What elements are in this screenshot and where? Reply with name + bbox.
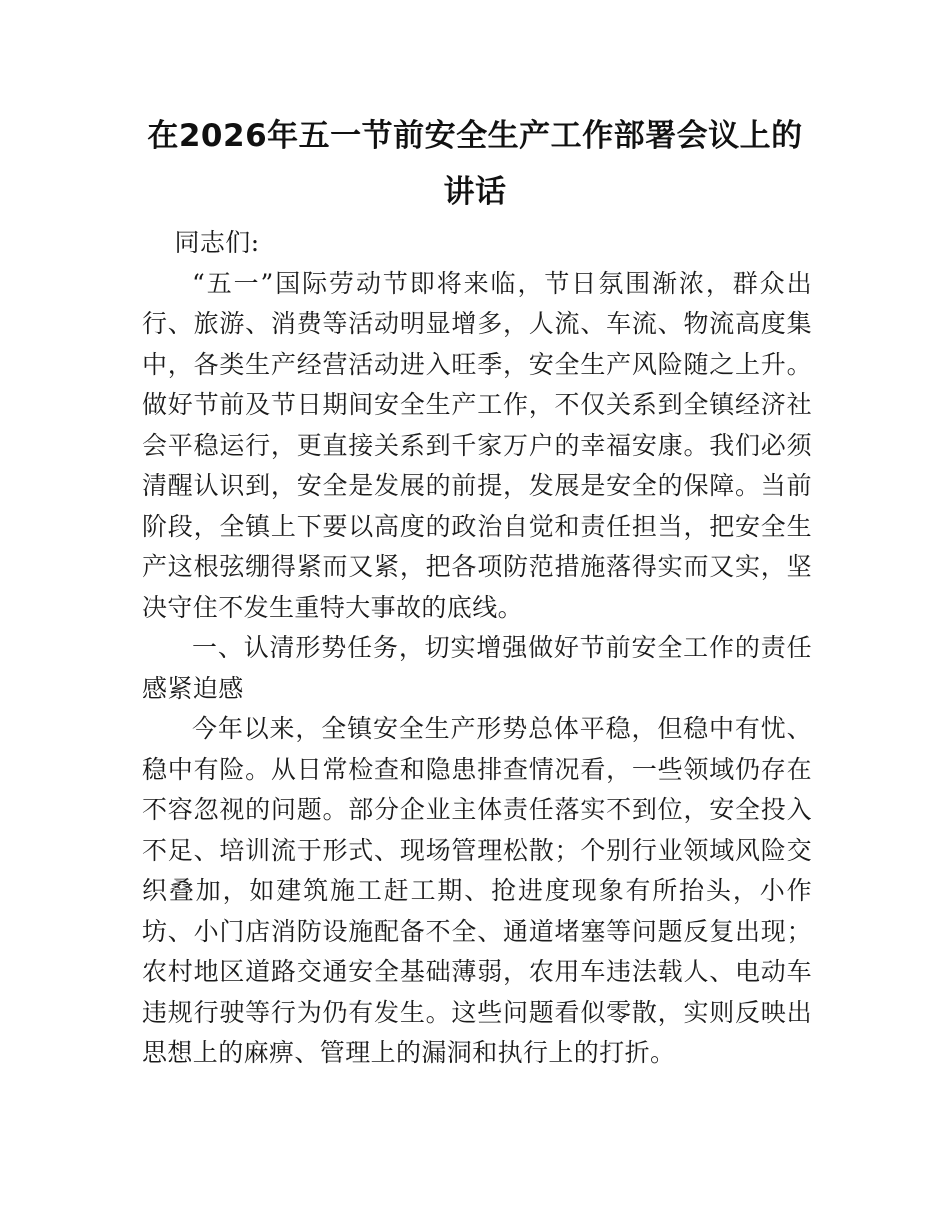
- document-title: 在2026年五一节前安全生产工作部署会议上的讲话: [147, 118, 803, 210]
- section-heading-1: 一、认清形势任务，切实增强做好节前安全工作的责任感紧迫感: [142, 633, 812, 703]
- salutation: 同志们:: [174, 228, 260, 257]
- paragraph-intro: “五一”国际劳动节即将来临，节日氛围渐浓，群众出行、旅游、消费等活动明显增多，人流、车流、物流高度集中，各类生产经营活动进入旺季，安全生产风险随之上升。做好节前及节日期间安全生产工作，不仅关系到全镇经济社会平稳运行，更直接关系到千家万户的幸福安康。我们必须清醒认识到，安全是发展的前提，发展是安全的保障。当前阶段，全镇上下要以高度的政治自觉和责任担当，把安全生产这根弦绷得紧而又紧，把各项防范措施落得实而又实，坚决守住不发生重特大事故的底线。: [142, 268, 812, 622]
- paragraph-situation: 今年以来，全镇安全生产形势总体平稳，但稳中有忧、稳中有险。从日常检查和隐患排查情况看，一些领域仍存在不容忽视的问题。部分企业主体责任落实不到位，安全投入不足、培训流于形式、现场管理松散；个别行业领域风险交织叠加，如建筑施工赶工期、抢进度现象有所抬头，小作坊、小门店消防设施配备不全、通道堵塞等问题反复出现；农村地区道路交通安全基础薄弱，农用车违法载人、电动车违规行驶等行为仍有发生。这些问题看似零散，实则反映出思想上的麻痹、管理上的漏洞和执行上的打折。: [142, 714, 812, 1067]
- document-body: [142, 223, 812, 1074]
